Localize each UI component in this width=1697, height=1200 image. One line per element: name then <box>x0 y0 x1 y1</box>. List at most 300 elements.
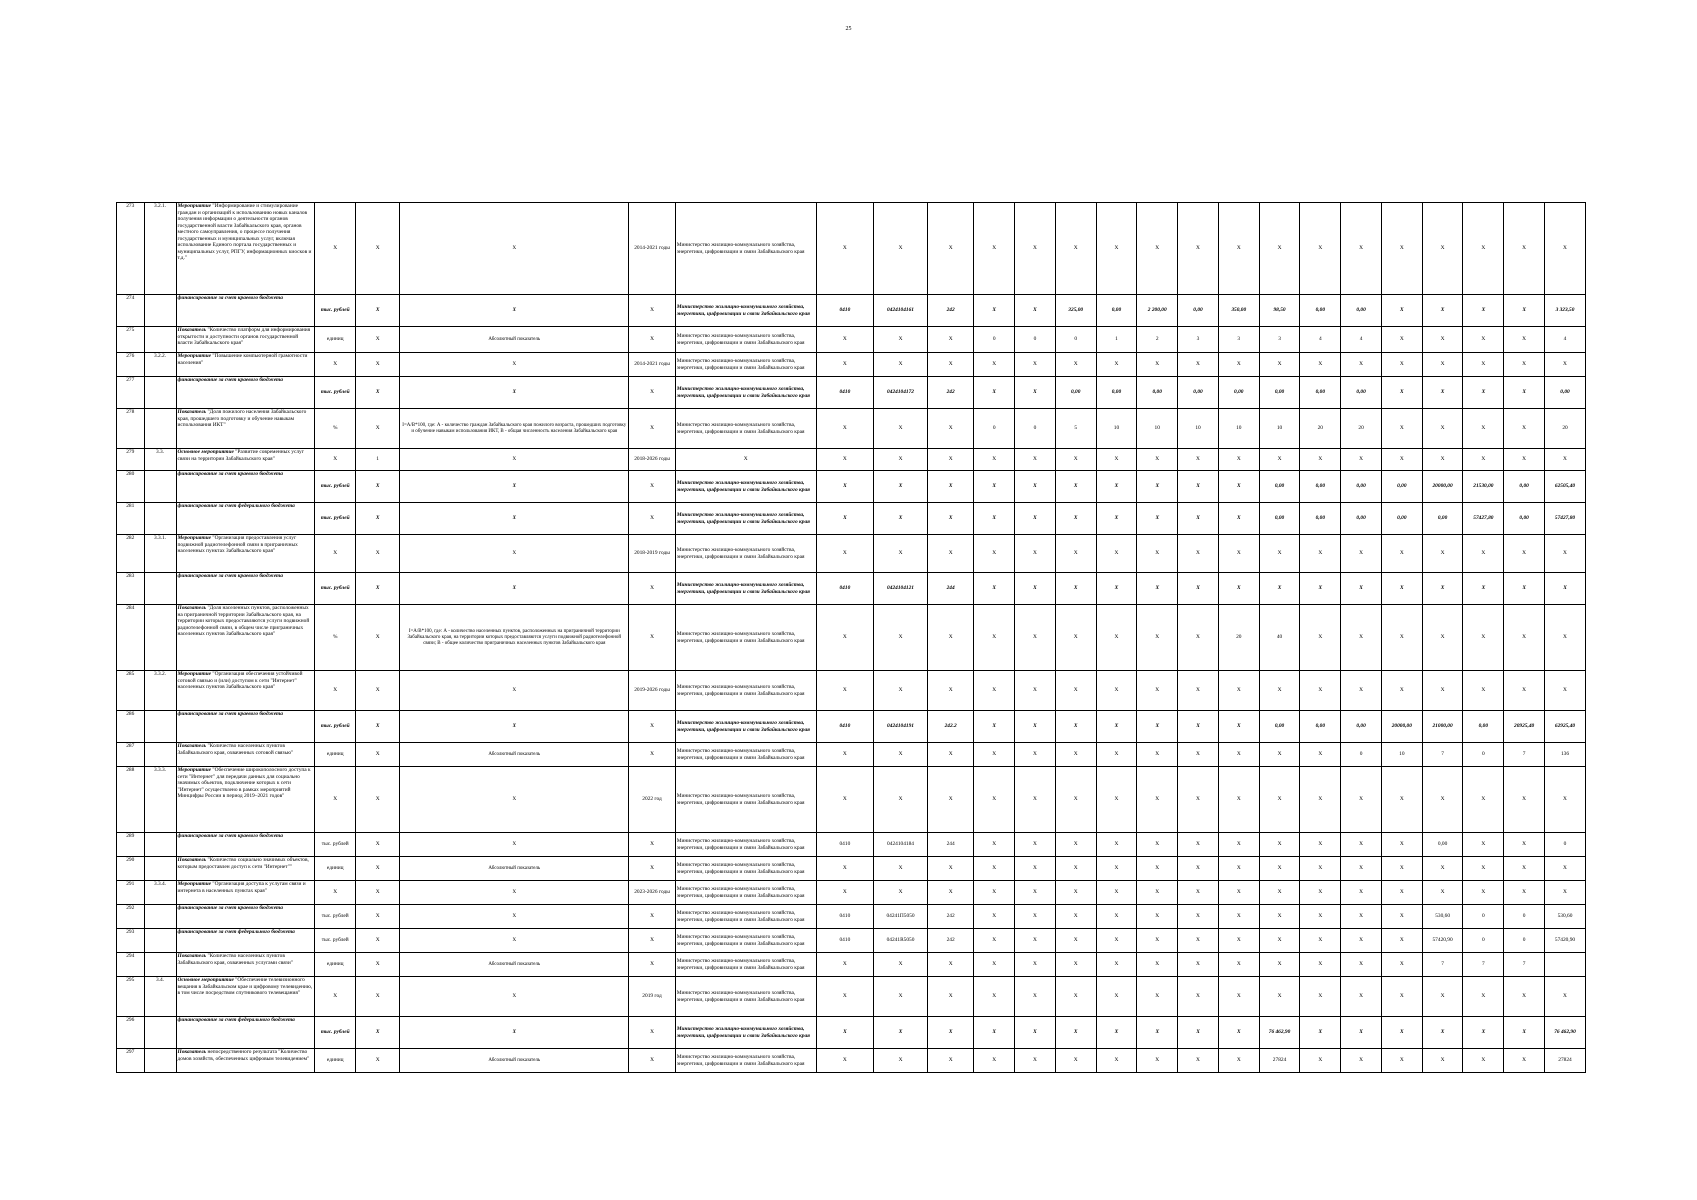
row-name <box>176 671 315 711</box>
row-value: Х <box>1341 1017 1382 1049</box>
row-code <box>144 327 176 353</box>
row-value: Х <box>1178 203 1219 295</box>
row-value: Х <box>974 503 1015 535</box>
table-row <box>117 711 1586 743</box>
row-value: 7 <box>1422 743 1463 767</box>
row-executor: Министерство жилищно-коммунального хозяйства, энергетики, цифровизации и связи Забайкальского края <box>675 767 816 833</box>
row-formula: Х <box>400 503 629 535</box>
row-value: Х <box>1015 671 1056 711</box>
row-value: Х <box>1422 977 1463 1017</box>
row-number: 276 <box>117 353 145 377</box>
row-value: Х <box>1218 833 1259 857</box>
row-name-label: Основное мероприятие <box>177 977 234 983</box>
row-period: Х <box>629 1017 675 1049</box>
row-value: Х <box>874 327 928 353</box>
row-code <box>144 503 176 535</box>
row-weight: Х <box>356 857 400 881</box>
row-code: 3.3.4. <box>144 881 176 905</box>
row-value: Х <box>1055 1049 1096 1073</box>
row-value: Х <box>1218 857 1259 881</box>
row-value: Х <box>1259 449 1300 471</box>
row-value: 4 <box>1545 327 1586 353</box>
row-value: Х <box>1178 929 1219 953</box>
table-row <box>117 767 1586 833</box>
row-formula: Х <box>400 767 629 833</box>
row-value: Х <box>1381 857 1422 881</box>
row-number: 290 <box>117 857 145 881</box>
row-formula: Абсолютный показатель <box>400 327 629 353</box>
row-value: Х <box>1218 743 1259 767</box>
row-value: Х <box>1300 449 1341 471</box>
row-value: Х <box>1178 535 1219 573</box>
row-executor: Министерство жилищно-коммунального хозяйства, энергетики, цифровизации и связи Забайкальского края <box>675 295 816 327</box>
row-value: Х <box>1218 535 1259 573</box>
row-value: 136 <box>1545 743 1586 767</box>
row-value: 62925,40 <box>1545 711 1586 743</box>
row-unit: тыс. рублей <box>315 377 356 409</box>
row-formula: Абсолютный показатель <box>400 743 629 767</box>
row-value: Х <box>874 743 928 767</box>
row-period: 2014-2021 годы <box>629 353 675 377</box>
row-value: Х <box>1096 203 1137 295</box>
row-value: Х <box>974 535 1015 573</box>
row-value: Х <box>1422 881 1463 905</box>
row-value: 242.2 <box>928 711 974 743</box>
row-value: Х <box>1096 449 1137 471</box>
row-value: Х <box>1137 573 1178 605</box>
row-value: Х <box>1055 471 1096 503</box>
row-value: Х <box>1055 929 1096 953</box>
row-value: 20000,00 <box>1381 711 1422 743</box>
row-period: Х <box>629 471 675 503</box>
row-value: Х <box>1341 929 1382 953</box>
table-row <box>117 833 1586 857</box>
row-value: Х <box>1341 857 1382 881</box>
row-weight: Х <box>356 1049 400 1073</box>
row-value: Х <box>1341 905 1382 929</box>
row-value: 0,00 <box>1137 377 1178 409</box>
row-value: Х <box>1178 977 1219 1017</box>
row-value: Х <box>874 409 928 449</box>
row-unit: тыс. рублей <box>315 471 356 503</box>
row-formula: Х <box>400 711 629 743</box>
row-value: 0424104184 <box>874 833 928 857</box>
row-value: Х <box>816 881 873 905</box>
row-value: 10 <box>1259 409 1300 449</box>
row-value: 242 <box>928 377 974 409</box>
row-value: Х <box>974 295 1015 327</box>
row-value: Х <box>1137 353 1178 377</box>
row-name-text: "Информирование и стимулирование граждан и организаций к использованию новых каналов получения информации о деятельности органов государственной власти Забайкальского края, органов местного самоуправления, о процессе получения государственных и муниципальных услуг, включая использование Единого портала государственных и муниципальных услуг, РПГУ, информационных киосков и т.д." <box>177 203 312 261</box>
row-name-label: финансирование за счет федерального бюджета <box>177 929 295 935</box>
row-formula: I=A/B*100, где: А - количество населенных пунктов, расположенных на приграничной территории Забайкальского края, на территории которых предоставляются услуги подвижной радиотелефонной связи; B - общее количество приграничных населенных пунктов Забайкальского края <box>400 605 629 671</box>
row-value: 0410 <box>816 929 873 953</box>
row-unit: Х <box>315 353 356 377</box>
row-formula: Х <box>400 929 629 953</box>
row-name-label: Мероприятие <box>177 535 212 541</box>
row-value: Х <box>816 1017 873 1049</box>
row-value: Х <box>974 743 1015 767</box>
row-weight: Х <box>356 711 400 743</box>
row-value: 0410 <box>816 573 873 605</box>
row-name <box>176 353 315 377</box>
row-value: Х <box>1096 605 1137 671</box>
row-value: Х <box>1300 535 1341 573</box>
row-value: Х <box>1381 605 1422 671</box>
row-value: Х <box>816 857 873 881</box>
row-number: 296 <box>117 1017 145 1049</box>
row-value: Х <box>974 767 1015 833</box>
row-period: Х <box>629 953 675 977</box>
row-value: 4 <box>1341 327 1382 353</box>
row-value: 242 <box>928 905 974 929</box>
row-name-text: "Количество населенных пунктов Забайкальского края, охваченных услугами связи" <box>177 953 293 966</box>
row-value: Х <box>1137 711 1178 743</box>
row-value: 0 <box>1545 833 1586 857</box>
row-value: 0,00 <box>1259 471 1300 503</box>
row-value: Х <box>1381 409 1422 449</box>
row-unit: Х <box>315 881 356 905</box>
row-name <box>176 743 315 767</box>
row-weight: Х <box>356 977 400 1017</box>
row-value: 0,00 <box>1096 295 1137 327</box>
row-weight: Х <box>356 953 400 977</box>
row-value: Х <box>1178 1017 1219 1049</box>
row-value: Х <box>1381 377 1422 409</box>
table-row <box>117 503 1586 535</box>
row-value: Х <box>928 767 974 833</box>
row-value: Х <box>1381 327 1422 353</box>
row-value: Х <box>816 743 873 767</box>
row-value: Х <box>1015 767 1056 833</box>
row-value: Х <box>1300 833 1341 857</box>
row-value: Х <box>1178 449 1219 471</box>
row-value: Х <box>928 977 974 1017</box>
row-value: 10 <box>1381 743 1422 767</box>
row-value: Х <box>1259 767 1300 833</box>
row-name-label: финансирование за счет краевого бюджета <box>177 377 283 383</box>
row-value: Х <box>1055 953 1096 977</box>
row-value: 2 <box>1137 327 1178 353</box>
row-name <box>176 471 315 503</box>
row-value: Х <box>1096 953 1137 977</box>
row-value: 0424104172 <box>874 377 928 409</box>
row-name <box>176 905 315 929</box>
row-value: 0410 <box>816 711 873 743</box>
row-value: Х <box>928 535 974 573</box>
row-value: Х <box>1096 671 1137 711</box>
row-weight: Х <box>356 605 400 671</box>
row-value: 20925,40 <box>1504 711 1545 743</box>
row-number: 288 <box>117 767 145 833</box>
row-formula: Х <box>400 295 629 327</box>
row-value: 7 <box>1504 953 1545 977</box>
row-value: Х <box>1178 743 1219 767</box>
row-weight: Х <box>356 929 400 953</box>
row-value: Х <box>1218 1049 1259 1073</box>
row-value: 0,00 <box>1259 503 1300 535</box>
row-value: Х <box>816 953 873 977</box>
row-formula: Х <box>400 449 629 471</box>
row-number: 287 <box>117 743 145 767</box>
row-value: Х <box>1178 573 1219 605</box>
row-value: Х <box>1504 671 1545 711</box>
row-value: Х <box>1015 573 1056 605</box>
row-name-text: "Организация обеспечения устойчивой сотовой связью и (или) доступом к сети "Интернет" населенных пунктов Забайкальского края" <box>177 671 303 690</box>
row-name-label: финансирование за счет краевого бюджета <box>177 711 283 717</box>
row-weight: Х <box>356 353 400 377</box>
table-row <box>117 905 1586 929</box>
row-value: Х <box>1218 711 1259 743</box>
row-value: Х <box>1381 295 1422 327</box>
row-value: 76 462,90 <box>1545 1017 1586 1049</box>
row-value: Х <box>1504 377 1545 409</box>
row-number: 282 <box>117 535 145 573</box>
row-period: Х <box>629 377 675 409</box>
row-value: Х <box>1381 671 1422 711</box>
row-value: Х <box>1463 605 1504 671</box>
row-name <box>176 605 315 671</box>
row-value: Х <box>1545 449 1586 471</box>
table-row <box>117 1017 1586 1049</box>
row-value: 0,00 <box>1300 377 1341 409</box>
row-formula: Х <box>400 977 629 1017</box>
row-value: Х <box>928 1017 974 1049</box>
row-weight: 1 <box>356 449 400 471</box>
row-value: Х <box>1381 353 1422 377</box>
row-name-label: Мероприятие <box>177 671 212 677</box>
row-value: Х <box>1015 535 1056 573</box>
row-unit: единиц <box>315 953 356 977</box>
row-value: Х <box>1178 503 1219 535</box>
program-table <box>116 202 1586 1073</box>
row-value: Х <box>928 409 974 449</box>
row-weight: Х <box>356 767 400 833</box>
row-value: Х <box>1381 449 1422 471</box>
table-row <box>117 977 1586 1017</box>
row-unit: % <box>315 605 356 671</box>
row-value: Х <box>1300 857 1341 881</box>
row-value: Х <box>1422 203 1463 295</box>
row-value: 57427,80 <box>1463 503 1504 535</box>
row-value: 57420,90 <box>1422 929 1463 953</box>
row-value: 242 <box>928 929 974 953</box>
row-value: Х <box>1381 1049 1422 1073</box>
row-value: Х <box>1137 449 1178 471</box>
row-unit: единиц <box>315 743 356 767</box>
row-unit: % <box>315 409 356 449</box>
row-value: 0410 <box>816 905 873 929</box>
row-value: Х <box>1055 1017 1096 1049</box>
row-code <box>144 857 176 881</box>
row-executor: Министерство жилищно-коммунального хозяйства, энергетики, цифровизации и связи Забайкальского края <box>675 671 816 711</box>
row-value: 242 <box>928 295 974 327</box>
row-value: Х <box>1015 503 1056 535</box>
row-value: Х <box>1259 857 1300 881</box>
row-value: Х <box>1422 1017 1463 1049</box>
row-weight: Х <box>356 573 400 605</box>
row-value: Х <box>1422 671 1463 711</box>
row-value: Х <box>1178 1049 1219 1073</box>
row-value: 0,00 <box>1422 503 1463 535</box>
row-value: Х <box>1015 977 1056 1017</box>
row-value: 244 <box>928 573 974 605</box>
row-value: Х <box>1463 767 1504 833</box>
row-executor: Министерство жилищно-коммунального хозяйства, энергетики, цифровизации и связи Забайкальского края <box>675 327 816 353</box>
row-value: Х <box>1300 203 1341 295</box>
row-value: Х <box>1504 449 1545 471</box>
row-value: Х <box>1015 953 1056 977</box>
row-value: Х <box>1218 573 1259 605</box>
row-weight: Х <box>356 1017 400 1049</box>
row-value: Х <box>928 503 974 535</box>
row-period: Х <box>629 295 675 327</box>
row-value: 0,00 <box>1178 295 1219 327</box>
row-value: Х <box>1178 605 1219 671</box>
row-period: 2018-2019 годы <box>629 535 675 573</box>
row-formula: Х <box>400 905 629 929</box>
row-value: Х <box>1218 905 1259 929</box>
table-row <box>117 409 1586 449</box>
row-value: Х <box>1178 471 1219 503</box>
row-value: Х <box>1096 1017 1137 1049</box>
row-value: Х <box>974 471 1015 503</box>
row-value: 0,00 <box>1341 711 1382 743</box>
row-name <box>176 881 315 905</box>
row-value: Х <box>1015 743 1056 767</box>
row-value: Х <box>1341 671 1382 711</box>
row-executor: Министерство жилищно-коммунального хозяйства, энергетики, цифровизации и связи Забайкальского края <box>675 881 816 905</box>
row-value: 0,00 <box>1341 503 1382 535</box>
row-weight: Х <box>356 833 400 857</box>
row-value: Х <box>1422 573 1463 605</box>
row-period: Х <box>629 833 675 857</box>
row-value: Х <box>874 857 928 881</box>
row-name-label: Показатель <box>177 743 207 749</box>
row-name-text: "Доля пожилого населения Забайкальского края, прошедшего подготовку и обучение навыкам использования ИКТ" <box>177 409 307 428</box>
row-value: Х <box>1504 977 1545 1017</box>
row-value: 4 <box>1300 327 1341 353</box>
row-name-label: Мероприятие <box>177 203 212 209</box>
row-value: Х <box>1504 1049 1545 1073</box>
row-value: Х <box>1096 743 1137 767</box>
row-value: 20000,00 <box>1422 471 1463 503</box>
row-value: Х <box>1422 353 1463 377</box>
row-value: Х <box>1218 881 1259 905</box>
row-unit: тыс. рублей <box>315 929 356 953</box>
row-code <box>144 295 176 327</box>
row-value: Х <box>1463 833 1504 857</box>
row-executor: Министерство жилищно-коммунального хозяйства, энергетики, цифровизации и связи Забайкальского края <box>675 377 816 409</box>
row-value: Х <box>1096 711 1137 743</box>
row-value: Х <box>1504 327 1545 353</box>
row-name-text: "Обеспечение широкополосного доступа к сети "Интернет" для передачи данных для социально значимых объектов, подключение которых к сети "Интернет" осуществлено в рамках мероприятий Минцифры России в период 2019–2021 годов" <box>177 767 311 799</box>
row-value: Х <box>1137 767 1178 833</box>
row-weight: Х <box>356 295 400 327</box>
row-name-label: Показатель <box>177 1049 207 1055</box>
row-name <box>176 295 315 327</box>
row-value: Х <box>1137 977 1178 1017</box>
row-formula: Абсолютный показатель <box>400 1049 629 1073</box>
row-value: Х <box>1463 327 1504 353</box>
row-value: Х <box>816 977 873 1017</box>
row-value: 1 <box>1096 327 1137 353</box>
row-name-text: "Организация предоставления услуг подвижной радиотелефонной связи в приграничных населенных пунктах Забайкальского края" <box>177 535 298 554</box>
row-value: Х <box>1055 881 1096 905</box>
row-value: 0 <box>1463 743 1504 767</box>
row-name <box>176 503 315 535</box>
row-executor: Министерство жилищно-коммунального хозяйства, энергетики, цифровизации и связи Забайкальского края <box>675 535 816 573</box>
row-period: 2014-2021 годы <box>629 203 675 295</box>
row-value: Х <box>1096 977 1137 1017</box>
row-formula: Х <box>400 833 629 857</box>
row-value: Х <box>1055 743 1096 767</box>
row-value: Х <box>1545 573 1586 605</box>
row-value: Х <box>1015 1017 1056 1049</box>
row-name <box>176 535 315 573</box>
table-row <box>117 857 1586 881</box>
row-value: Х <box>974 711 1015 743</box>
row-value: Х <box>1422 767 1463 833</box>
row-value: Х <box>1096 573 1137 605</box>
row-value: 0,00 <box>1259 377 1300 409</box>
row-value: Х <box>1015 471 1056 503</box>
row-value: Х <box>1504 535 1545 573</box>
row-value: Х <box>1259 905 1300 929</box>
row-name-text: непосредственного результата "Количество домов хозяйств, обеспеченных цифровым телевидением" <box>177 1049 310 1062</box>
row-formula: Х <box>400 671 629 711</box>
row-value: Х <box>1504 881 1545 905</box>
row-value: 27824 <box>1259 1049 1300 1073</box>
row-value: Х <box>1381 881 1422 905</box>
row-unit: тыс. рублей <box>315 295 356 327</box>
row-value: Х <box>1300 905 1341 929</box>
row-value: Х <box>1504 573 1545 605</box>
row-value: Х <box>1055 767 1096 833</box>
row-value: Х <box>1137 503 1178 535</box>
row-unit: Х <box>315 203 356 295</box>
row-value: 76 462,90 <box>1259 1017 1300 1049</box>
row-name-label: Мероприятие <box>177 881 212 887</box>
row-value: Х <box>1300 743 1341 767</box>
row-code: 3.2.1. <box>144 203 176 295</box>
row-name <box>176 449 315 471</box>
row-value: Х <box>1463 535 1504 573</box>
row-value: Х <box>1545 605 1586 671</box>
row-value: Х <box>1218 767 1259 833</box>
row-value: Х <box>816 503 873 535</box>
row-value: Х <box>1463 295 1504 327</box>
row-value: Х <box>928 353 974 377</box>
row-value: Х <box>974 905 1015 929</box>
row-value: 04241R5050 <box>874 929 928 953</box>
row-executor: Министерство жилищно-коммунального хозяйства, энергетики, цифровизации и связи Забайкальского края <box>675 833 816 857</box>
row-value: Х <box>1341 203 1382 295</box>
row-value: 0,00 <box>1096 377 1137 409</box>
row-value: Х <box>974 1017 1015 1049</box>
row-value: Х <box>1463 1049 1504 1073</box>
row-executor: Министерство жилищно-коммунального хозяйства, энергетики, цифровизации и связи Забайкальского края <box>675 573 816 605</box>
row-value: Х <box>1178 711 1219 743</box>
row-value: Х <box>1504 767 1545 833</box>
row-value: 0410 <box>816 833 873 857</box>
row-code <box>144 409 176 449</box>
row-value: Х <box>874 203 928 295</box>
row-value: 7 <box>1504 743 1545 767</box>
row-value: 3 <box>1178 327 1219 353</box>
row-value: Х <box>1381 203 1422 295</box>
row-name-text: "Количество социально значимых объектов, которым предоставлен доступ к сети "Интернет"" <box>177 857 309 870</box>
